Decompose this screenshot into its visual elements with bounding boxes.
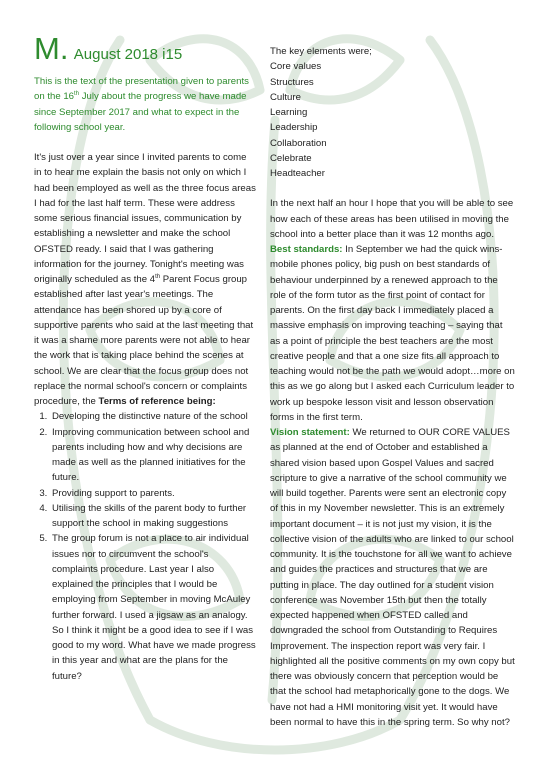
opening-text-start: It's just over a year since I invited parents to come in to hear me explain the basis not only on which I had been employed as well as the three focus areas I had for the last half term. These were address some serious financial issues, communication by establishing a newsletter and make the school OFSTED ready. I said that I was gathering information for the journey. Tonight's meeting was originally scheduled as the 4 — [34, 152, 256, 285]
key-elements — [270, 44, 515, 181]
key-elements-heading: The key elements were; — [270, 46, 372, 57]
terms-item: 4. Utilising the skills of the parent body to further support the school in making suggestions — [50, 501, 256, 532]
key-element-item: Structures — [270, 76, 314, 88]
terms-heading: Terms of reference being: — [98, 396, 216, 407]
key-element-item: Core values — [270, 61, 322, 73]
intro-text-end: July about the progress we have made since September 2017 and what to expect in the following school year. — [34, 91, 247, 133]
opening-text-end: Parent Focus group established after last year's meetings. The attendance has been shored up by a core of supportive parents who said at the last meeting that it was a shame more parents were not able to hear the work that is taking place behind the scenes at school. We are clear that the focus group does not replace the normal school's concern or complaints procedure, the — [34, 274, 254, 407]
intro-paragraph — [34, 74, 256, 135]
vision-statement-text: We returned to OUR CORE VALUES as planned at the end of October and established a shared vision based upon Gospel Values and sacred scripture to give a narrative of the school community we will build together. Parents were sent an electronic copy of this in my November newsletter. This is an extremely important document – it is not just my vision, it is the collective vision of the adults who are linked to our school community. It is the touchstone for all we want to achieve and guides the practices and structures that we are putting in place. The day outlined for a student vision conference was November 15th but then the totally expected happened when OFSTED called and downgraded the school from Outstanding to Requires Improvement. The inspection report was very fair. I highlighted all the positive comments on my own copy but there was obviously concern that perception would be that the school had metaphorically gone to the dogs. We have not had a HMI monitoring visit yet. It would have been normal to have this in the spring term. So why not? — [270, 427, 515, 728]
vision-statement-label: Vision statement: — [270, 427, 350, 438]
key-element-item: Culture — [270, 91, 301, 103]
intro-text-start: This is the text of the presentation given to parents on the 16 — [34, 76, 249, 103]
key-element-item: Celebrate — [270, 152, 312, 164]
right-column — [270, 0, 515, 730]
terms-item: 3. Providing support to parents. — [50, 486, 256, 501]
title-date: August 2018 i15 — [73, 46, 183, 63]
page-title — [34, 31, 256, 70]
opening-superscript: th — [155, 273, 161, 280]
key-element-item: Headteacher — [270, 168, 325, 179]
terms-item: 2. Improving communication between school and parents including how and why decisions are made as well as the planned initiatives for the future. — [50, 425, 256, 486]
terms-list — [34, 409, 256, 684]
vision-statement-paragraph — [270, 425, 515, 730]
terms-item: 1. Developing the distinctive nature of the school — [50, 409, 256, 424]
key-element-item: Leadership — [270, 122, 318, 134]
intro-superscript: th — [74, 91, 80, 98]
key-element-item: Collaboration — [270, 137, 327, 149]
key-element-item: Learning — [270, 107, 308, 118]
opening-paragraph — [34, 150, 256, 409]
best-standards-paragraph — [270, 242, 515, 425]
left-column — [34, 0, 256, 684]
best-standards-text: In September we had the quick wins- mobile phones policy, big push on best standards of behaviour underpinned by a renewed approach to the role of the form tutor as the first point of contact for parents. On the first day back I immediately placed a massive emphasis on improving teaching – saying that as a point of principle the best teachers are the most creative people and that a one size fits all approach to teaching would not be the path we would adopt…more on this as we go along but I asked each Curriculum leader to work up bespoke lesson visit and lesson observation forms in the first term. — [270, 244, 515, 423]
best-standards-label: Best standards: — [270, 244, 343, 255]
title-letter: M. — [34, 31, 69, 66]
next-half-hour-paragraph: In the next half an hour I hope that you will be able to see how each of these areas has been utilised in moving the school into a better place than it was 12 months ago. — [270, 198, 514, 240]
terms-item: 5. The group forum is not a place to air individual issues nor to circumvent the school's complaints procedure. Last year I also explained the principles that I would be employing from September in moving McAuley further forward. I used a jigsaw as an analogy. So I think it might be a good idea to see if I was good to my word. What have we made progress in this year and what are the plans for the future? — [50, 531, 256, 684]
